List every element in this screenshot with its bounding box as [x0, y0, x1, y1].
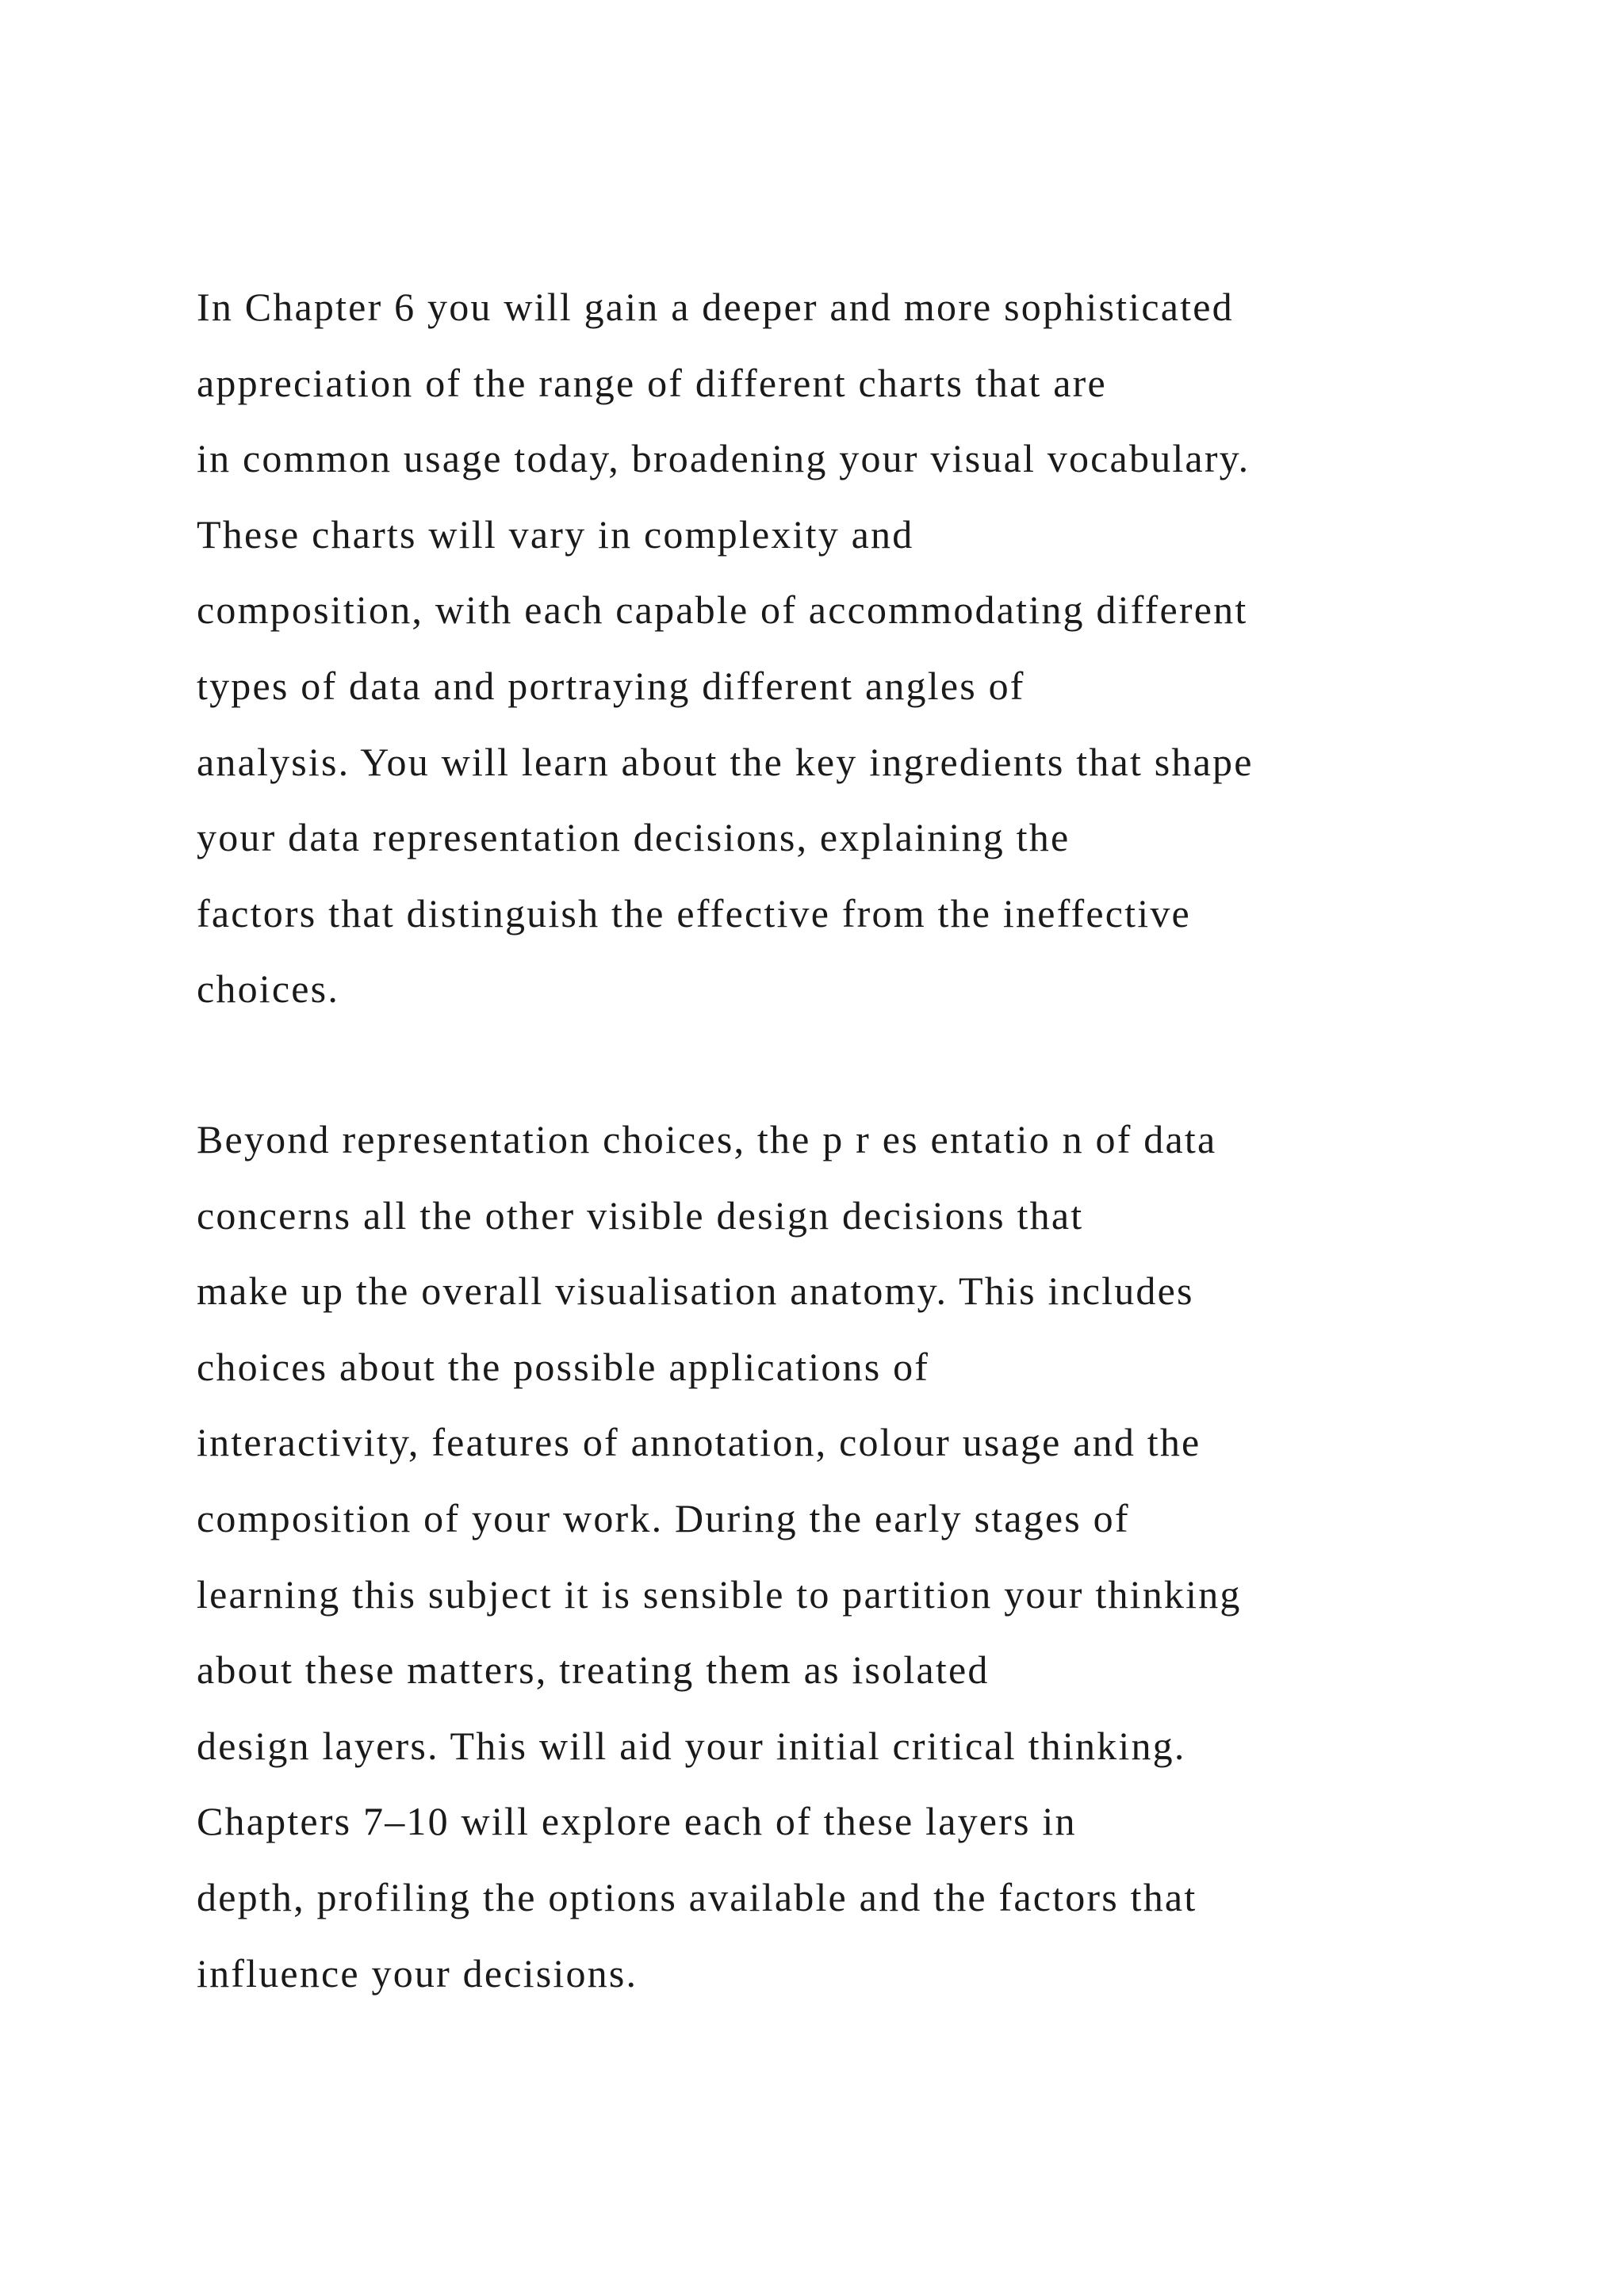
text-line: about these matters, treating them as isolated — [197, 1647, 990, 1693]
paragraph-chapter-6 — [197, 270, 1254, 1027]
text-line: Beyond representation choices, the p r es entatio n of data — [197, 1117, 1217, 1161]
text-line: make up the overall visualisation anatomy. This includes — [197, 1269, 1194, 1314]
text-line: factors that distinguish the effective from the ineffective — [197, 890, 1191, 936]
text-line: Chapters 7–10 will explore each of these layers in — [197, 1799, 1077, 1844]
text-line: composition, with each capable of accommodating different — [197, 587, 1248, 633]
text-line: concerns all the other visible design decisions that — [197, 1192, 1084, 1238]
text-line: composition of your work. During the early stages of — [197, 1495, 1130, 1540]
text-line: in common usage today, broadening your visual vocabulary. — [197, 436, 1251, 481]
text-line: appreciation of the range of different charts that are — [197, 360, 1107, 405]
text-line: types of data and portraying different angles of — [197, 663, 1025, 708]
text-line: depth, profiling the options available and the factors that — [197, 1874, 1197, 1919]
paragraph-presentation — [197, 1102, 1242, 2011]
text-line: influence your decisions. — [197, 1950, 638, 1996]
text-line: In Chapter 6 you will gain a deeper and more sophisticated — [197, 285, 1234, 329]
text-line: interactivity, features of annotation, colour usage and the — [197, 1420, 1201, 1465]
text-line: analysis. You will learn about the key ingredients that shape — [197, 739, 1254, 784]
text-line: choices. — [197, 966, 340, 1012]
text-line: choices about the possible applications of — [197, 1344, 930, 1389]
text-line: design layers. This will aid your initial critical thinking. — [197, 1723, 1186, 1768]
text-line: These charts will vary in complexity and — [197, 511, 914, 557]
text-line: your data representation decisions, explaining the — [197, 815, 1071, 860]
text-line: learning this subject it is sensible to partition your thinking — [197, 1571, 1242, 1617]
